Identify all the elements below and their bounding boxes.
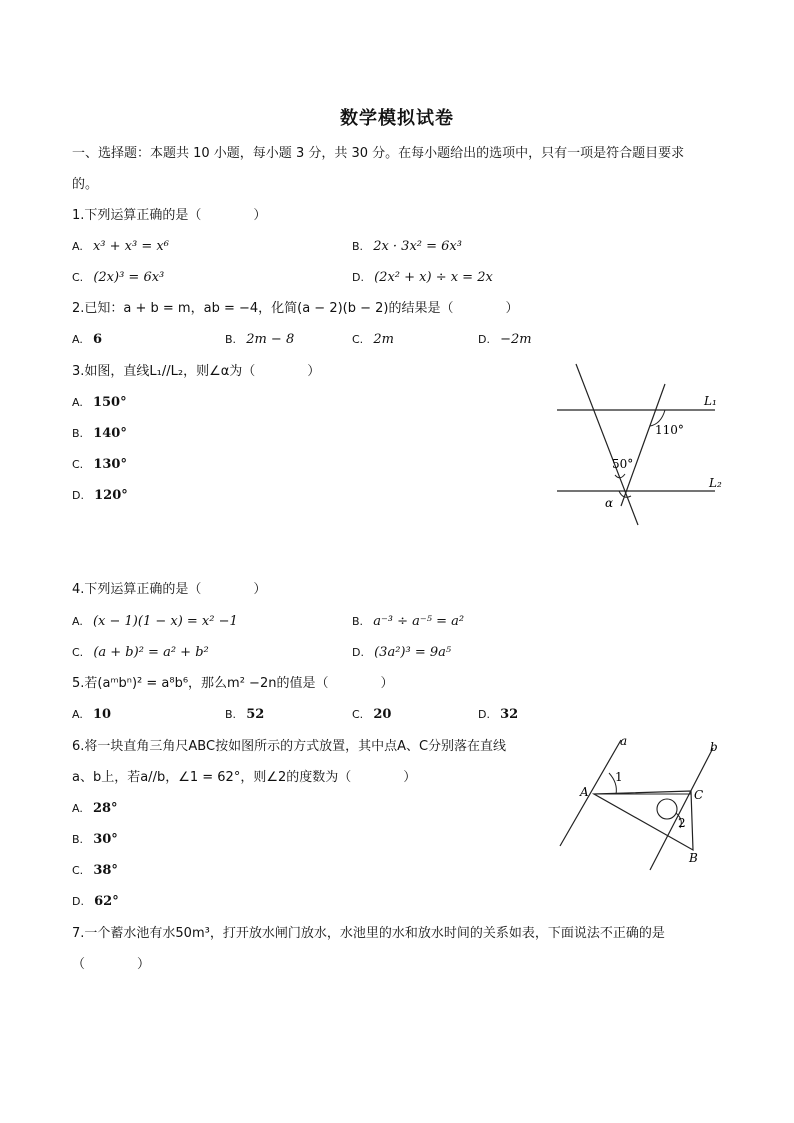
section-heading-line1: 一、选择题：本题共 10 小题，每小题 3 分，共 30 分。在每小题给出的选项中，只有一项是符合题目要求 [72,146,685,161]
q5-option-d-text: 32 [500,707,519,722]
transversal-right [621,384,665,506]
q1-option-d-label: D. [352,271,364,284]
q1-option-a-label: A. [72,240,83,253]
q3-option-c-label: C. [72,458,84,471]
q2-option-a-text: 6 [92,332,103,347]
q6-option-b [72,832,118,848]
q2-option-c [352,332,394,348]
triangle-hole [657,799,677,819]
q3-option-d-label: D. [72,489,84,502]
section-heading-line2: 的。 [72,177,99,192]
q3-option-d-text: 120° [94,488,128,503]
q2-option-d-text: −2m [500,332,532,347]
q2-option-b-label: B. [225,333,237,346]
q3-option-b-label: B. [72,427,84,440]
q4-option-b-text: a⁻³ ÷ a⁻⁵ = a² [373,614,465,629]
q3-option-c-text: 130° [93,457,127,472]
label-b: b [710,740,718,754]
q4-stem: 4.下列运算正确的是（ ） [72,582,267,597]
q1-option-c [72,270,164,286]
q4-option-d-text: (3a²)³ = 9a⁵ [374,645,452,660]
q6-option-b-text: 30° [93,832,118,847]
q4-option-c-text: (a + b)² = a² + b² [93,645,209,660]
q6-option-c [72,863,118,879]
label-point-b: B [689,851,698,865]
label-angle-1: 1 [615,770,623,784]
q3-option-a [72,395,127,411]
q2-option-c-text: 2m [373,332,394,347]
q3-figure [545,358,735,534]
q7-paren: （ ） [72,957,151,972]
q6-figure [548,728,738,876]
q1-stem: 1.下列运算正确的是（ ） [72,208,267,223]
q6-option-d-label: D. [72,895,84,908]
q3-option-c [72,457,127,473]
q5-option-b-label: B. [225,708,237,721]
q5-option-c-label: C. [352,708,364,721]
line-b [650,748,713,870]
q6-stem-line2: a、b上，若a//b，∠1 = 62°，则∠2的度数为（ ） [72,770,417,785]
q6-option-d [72,894,119,910]
q2-option-b [225,332,294,348]
q2-option-b-text: 2m − 8 [246,332,295,347]
q1-option-d-text: (2x² + x) ÷ x = 2x [374,270,493,285]
q2-stem: 2.已知：a + b = m，ab = −4，化简(a − 2)(b − 2)的结果是（ ） [72,301,519,316]
q4-option-c [72,645,209,661]
q5-option-a-label: A. [72,708,83,721]
q3-option-d [72,488,128,504]
q4-option-a-label: A. [72,615,83,628]
label-110: 110° [655,423,684,437]
q2-option-a-label: A. [72,333,83,346]
q5-option-d [478,707,518,723]
q1-option-a-text: x³ + x³ = x⁶ [92,239,169,254]
label-l2: L₂ [709,476,722,490]
label-a: a [620,734,628,748]
q4-option-c-label: C. [72,646,84,659]
q5-stem: 5.若(aᵐbⁿ)² = a⁸b⁶，那么m² −2n的值是（ ） [72,676,394,691]
q6-option-a-label: A. [72,802,83,815]
q1-option-b-text: 2x · 3x² = 6x³ [373,239,462,254]
q3-option-b [72,426,127,442]
q4-option-d [352,645,451,661]
q6-option-a [72,801,118,817]
q3-option-a-label: A. [72,396,83,409]
label-alpha: α [605,496,614,510]
q1-option-a [72,239,169,255]
q2-option-c-label: C. [352,333,364,346]
q6-option-d-text: 62° [94,894,119,909]
q5-option-d-label: D. [478,708,490,721]
q4-option-b [352,614,464,630]
q4-option-a [72,614,238,630]
q5-option-c-text: 20 [373,707,392,722]
q4-option-b-label: B. [352,615,364,628]
q3-option-b-text: 140° [93,426,127,441]
q1-option-c-label: C. [72,271,84,284]
q5-option-c [352,707,391,723]
label-50: 50° [612,457,634,471]
q4-option-a-text: (x − 1)(1 − x) = x² −1 [92,614,238,629]
label-l1: L₁ [704,394,717,408]
q1-option-b-label: B. [352,240,364,253]
q5-option-b-text: 52 [246,707,265,722]
label-point-a: A [580,785,589,799]
q5-option-a-text: 10 [92,707,112,722]
page-title: 数学模拟试卷 [340,108,454,129]
q6-option-b-label: B. [72,833,84,846]
q5-option-a [72,707,111,723]
q3-stem: 3.如图，直线L₁//L₂，则∠α为（ ） [72,364,321,379]
q1-option-d [352,270,493,286]
q6-option-c-label: C. [72,864,84,877]
q5-option-b [225,707,264,723]
q4-option-d-label: D. [352,646,364,659]
q3-option-a-text: 150° [92,395,127,410]
q6-option-c-text: 38° [93,863,118,878]
q7-stem: 7.一个蓄水池有水50m³，打开放水闸门放水，水池里的水和放水时间的关系如表，下面说法不正确的是 [72,926,665,941]
q6-stem-line1: 6.将一块直角三角尺ABC按如图所示的方式放置，其中点A、C分别落在直线 [72,739,507,754]
q1-option-b [352,239,462,255]
q6-option-a-text: 28° [92,801,118,816]
q2-option-d [478,332,532,348]
label-angle-2: 2 [678,816,686,830]
q2-option-a [72,332,102,348]
q1-option-c-text: (2x)³ = 6x³ [93,270,165,285]
q2-option-d-label: D. [478,333,490,346]
label-point-c: C [694,788,704,802]
